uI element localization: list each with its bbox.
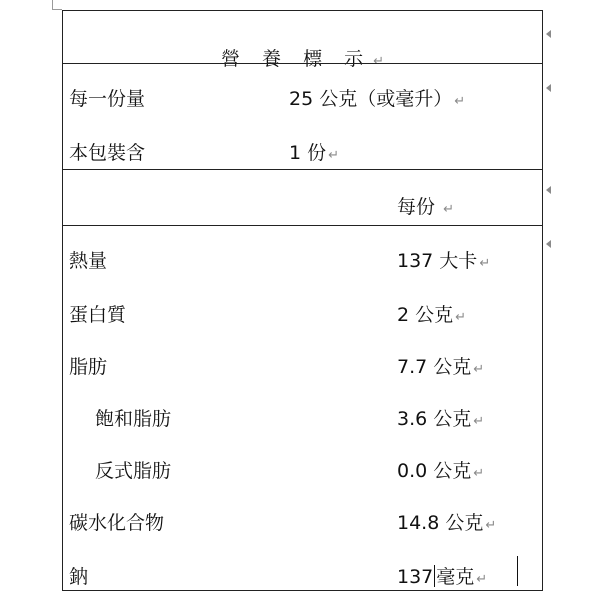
row-marker-arrow-icon (546, 186, 551, 194)
paragraph-mark-icon: ↵ (373, 54, 385, 69)
paragraph-mark-icon: ↵ (476, 572, 488, 587)
nutrient-value-trans-fat-text: 0.0 公克 (397, 460, 472, 482)
nutrient-value-carbohydrates-text: 14.8 公克 (397, 512, 484, 534)
per-serving-header-text: 每份 (397, 196, 436, 218)
nutrient-label-sodium: 鈉 (69, 566, 89, 588)
nutrient-value-fat (397, 355, 484, 382)
table-title-text: 營 養 標 示 (220, 48, 372, 70)
divider-nutrients (63, 225, 542, 226)
nutrient-value-saturated-fat (397, 407, 484, 434)
nutrient-label-carbohydrates: 碳水化合物 (69, 512, 165, 534)
nutrient-label-fat: 脂肪 (69, 356, 108, 378)
paragraph-mark-icon: ↵ (485, 518, 497, 533)
nutrient-label-calories: 熱量 (69, 250, 108, 272)
paragraph-mark-icon: ↵ (473, 414, 485, 429)
nutrient-value-saturated-fat-text: 3.6 公克 (397, 408, 472, 430)
serving-size-label: 每一份量 (69, 88, 146, 110)
nutrient-value-trans-fat (397, 459, 484, 486)
row-marker-arrow-icon (546, 240, 551, 248)
per-serving-header (397, 195, 454, 222)
table-title (63, 47, 542, 74)
nutrient-value-carbohydrates (397, 511, 496, 538)
divider-title (63, 63, 542, 64)
paragraph-mark-icon: ↵ (443, 202, 454, 217)
nutrient-value-calories (397, 249, 490, 276)
serving-size-value-text: 25 公克（或毫升） (289, 88, 453, 110)
divider-header (63, 169, 542, 170)
servings-per-package-label: 本包裝含 (69, 142, 146, 164)
nutrient-value-sodium (397, 565, 487, 592)
nutrition-facts-table (62, 10, 543, 591)
row-marker-arrow-icon (546, 84, 551, 92)
nutrient-value-sodium-number: 137 (397, 566, 434, 588)
document-corner-mark (52, 0, 62, 10)
paragraph-mark-icon: ↵ (455, 310, 467, 325)
paragraph-mark-icon: ↵ (479, 256, 491, 271)
vertical-cursor-icon (517, 556, 518, 586)
nutrient-value-sodium-unit: 毫克 (436, 566, 475, 588)
nutrient-label-saturated-fat: 飽和脂肪 (95, 408, 172, 430)
row-marker-arrow-icon (546, 30, 551, 38)
nutrient-value-calories-text: 137 大卡 (397, 250, 478, 272)
servings-per-package-value (289, 141, 339, 168)
nutrient-value-protein-text: 2 公克 (397, 304, 454, 326)
nutrient-label-protein: 蛋白質 (69, 304, 127, 326)
nutrient-value-fat-text: 7.7 公克 (397, 356, 472, 378)
paragraph-mark-icon: ↵ (454, 94, 466, 109)
nutrient-value-protein (397, 303, 466, 330)
paragraph-mark-icon: ↵ (473, 362, 485, 377)
serving-size-value (289, 87, 465, 114)
paragraph-mark-icon: ↵ (328, 148, 340, 163)
nutrient-label-trans-fat: 反式脂肪 (95, 460, 172, 482)
servings-per-package-value-text: 1 份 (289, 142, 327, 164)
paragraph-mark-icon: ↵ (473, 466, 485, 481)
